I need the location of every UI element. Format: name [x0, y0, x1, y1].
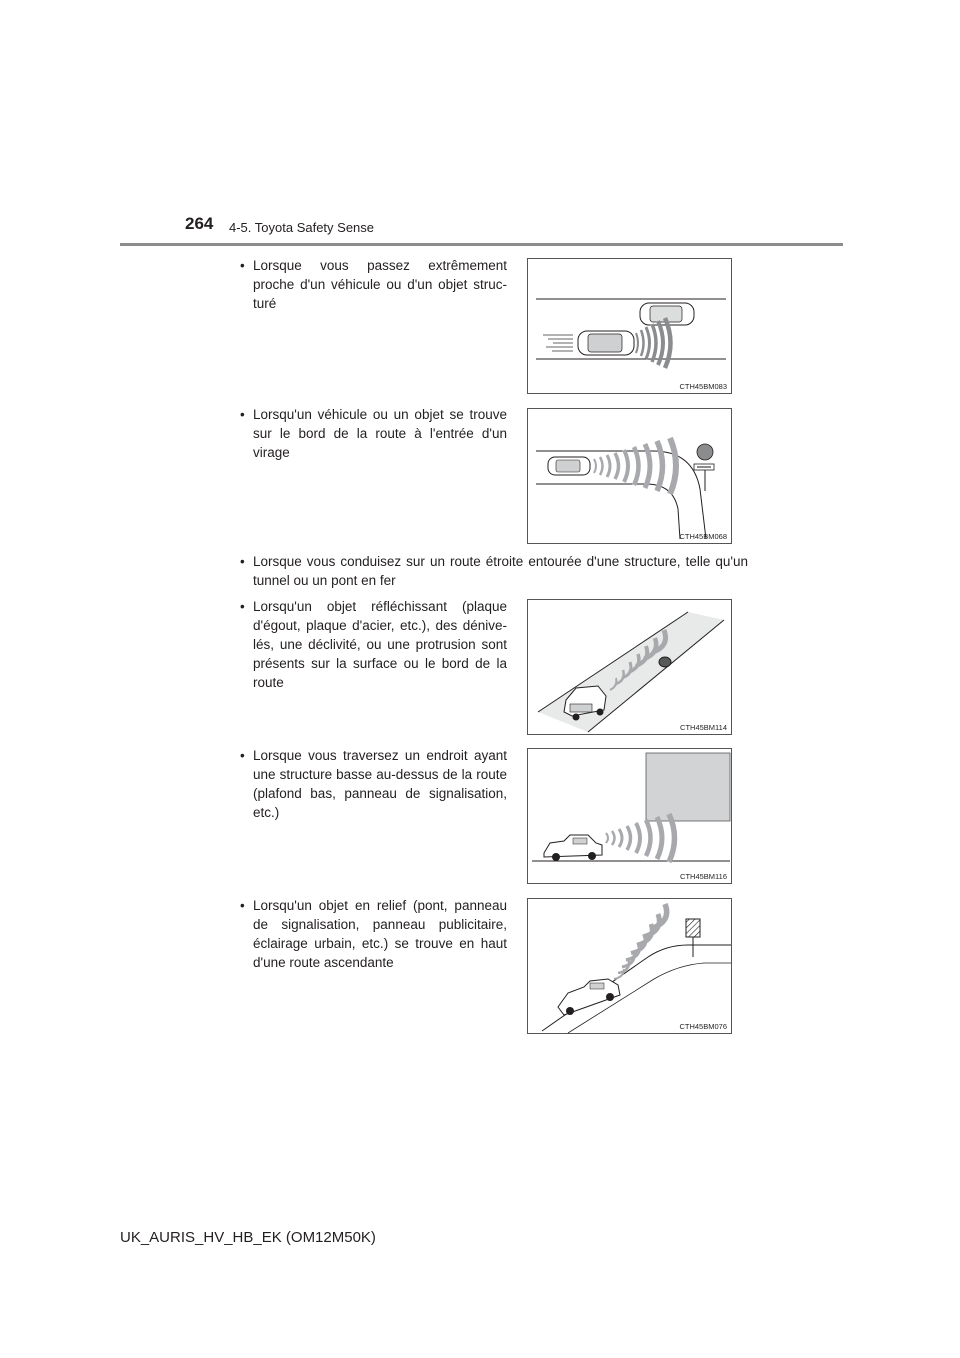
- bullet-item-close-pass: [240, 256, 507, 313]
- bullet-item-reflective-object: [240, 597, 507, 692]
- bullet-dot: •: [240, 599, 245, 614]
- bullet-text: Lorsque vous passez extrêmement proche d'un véhicule ou d'un objet struc-turé: [253, 258, 507, 311]
- figure-reflective-object: [527, 599, 732, 735]
- figure-code: CTH45BM116: [680, 872, 727, 881]
- bullet-item-uphill-object: [240, 896, 507, 972]
- curve-entrance-illustration: [528, 409, 732, 544]
- footer-model-code: UK_AURIS_HV_HB_EK (OM12M50K): [120, 1229, 376, 1246]
- section-title: 4-5. Toyota Safety Sense: [229, 220, 375, 235]
- bullet-item-narrow-road: [240, 552, 748, 590]
- uphill-object-illustration: [528, 899, 732, 1034]
- close-pass-illustration: [528, 259, 732, 394]
- bullet-text: Lorsque vous conduisez sur un route étroite entourée d'une structure, telle qu'un tunnel ou un pont en fer: [253, 554, 748, 588]
- figure-code: CTH45BM076: [679, 1022, 727, 1031]
- page-number: 264: [185, 214, 214, 233]
- figure-uphill-object: [527, 898, 732, 1034]
- figure-close-pass: [527, 258, 732, 394]
- bullet-item-curve-entrance: [240, 405, 507, 462]
- figure-code: CTH45BM083: [679, 382, 727, 391]
- bullet-dot: •: [240, 898, 245, 913]
- bullet-dot: •: [240, 554, 245, 569]
- bullet-text: Lorsqu'un véhicule ou un objet se trouve sur le bord de la route à l'entrée d'un virage: [253, 407, 507, 460]
- figure-code: CTH45BM068: [679, 532, 727, 541]
- bullet-dot: •: [240, 258, 245, 273]
- bullet-text: Lorsqu'un objet réfléchissant (plaque d'égout, plaque d'acier, etc.), des dénive-lés, une déclivité, ou une protrusion sont présents sur la surface ou le bord de la route: [253, 599, 507, 690]
- bullet-text: Lorsque vous traversez un endroit ayant une structure basse au-dessus de la route (plafond bas, panneau de signalisation, etc.): [253, 748, 507, 820]
- reflective-object-illustration: [528, 600, 732, 735]
- bullet-dot: •: [240, 407, 245, 422]
- bullet-item-low-structure: [240, 746, 507, 822]
- bullet-dot: •: [240, 748, 245, 763]
- header-rule: [120, 243, 843, 246]
- figure-curve-entrance: [527, 408, 732, 544]
- bullet-text: Lorsqu'un objet en relief (pont, panneau de signalisation, panneau publicitaire, éclairage urbain, etc.) se trouve en haut d'une route ascendante: [253, 898, 507, 970]
- figure-code: CTH45BM114: [680, 723, 727, 732]
- figure-low-structure: [527, 748, 732, 884]
- low-structure-illustration: [528, 749, 732, 884]
